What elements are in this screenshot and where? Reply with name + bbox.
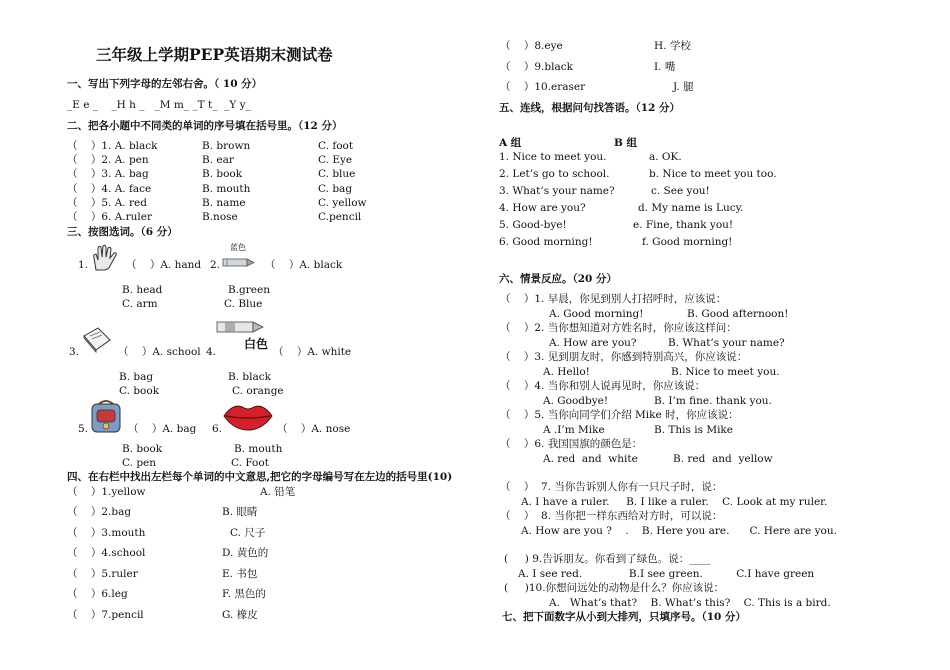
answer-b: b. Nice to meet you too. [649, 168, 777, 180]
pic-option-a: （ ）A. hand [126, 259, 202, 271]
situation-option-a: A. How are you? [549, 337, 637, 349]
match-word: （ ）5.ruler [67, 568, 138, 580]
match-word: （ ）3.mouth [67, 527, 146, 539]
situation-options: A. I see red. B.I see green. C.I have green [518, 568, 815, 580]
pic-option-a: （ ）A. nose [277, 423, 351, 435]
answer-b: e. Fine, thank you! [633, 219, 734, 231]
school-bag-icon [87, 398, 125, 434]
question-a: 1. Nice to meet you. [499, 151, 607, 163]
pic-question-number: 3. [69, 346, 80, 358]
match-word: （ ）9.black [500, 61, 573, 73]
match-word: （ ）8.eye [500, 40, 563, 52]
group-a-header: A 组 [499, 137, 522, 149]
pic-option-a: （ ）A. black [265, 259, 343, 271]
option-c: C. bag [318, 183, 353, 195]
situation-option-b: B. What’s your name? [668, 337, 785, 349]
section-6-heading: 六、情景反应。（20 分） [499, 273, 618, 285]
question-item: （ ）4. A. face [67, 183, 152, 195]
match-meaning: J. 腿 [673, 81, 694, 93]
situation-options: A. I have a ruler. B. I like a ruler. C. Look at my ruler. [521, 496, 828, 508]
option-c: C. Eye [318, 154, 353, 166]
pic-option-c: C. Foot [231, 457, 269, 469]
section-5-heading: 五、连线，根据问句找答语。（12 分） [499, 102, 681, 114]
situation-question: （ ）5. 当你向同学们介绍 Mike 时，你应该说： [500, 409, 739, 421]
pic-option-b: B.green [228, 284, 270, 296]
question-a: 2. Let’s go to school. [499, 168, 610, 180]
pic-option-c: C. orange [232, 385, 284, 397]
question-item: （ ）6. A.ruler [67, 211, 152, 223]
book-icon [80, 326, 112, 354]
situation-option-b: B. Nice to meet you. [671, 366, 780, 378]
option-c: C. foot [318, 140, 354, 152]
group-b-header: B 组 [614, 137, 638, 149]
pic-option-b: B. black [228, 371, 271, 383]
section-7-heading: 七、把下面数字从小到大排列，只填序号。（10 分） [502, 611, 747, 623]
situation-option-b: B. red and yellow [673, 453, 773, 465]
situation-question: （ ） 8. 当你把一样东西给对方时，可以说： [500, 510, 723, 522]
mouth-icon [222, 400, 274, 432]
crayon-icon [215, 316, 265, 338]
pic-option-b: B. book [122, 443, 163, 455]
pic-option-a: （ ）A. white [273, 346, 352, 358]
situation-option-b: B. I’m fine. thank you. [654, 395, 772, 407]
situation-option-a: A. Goodbye! [543, 395, 609, 407]
match-meaning: B. 眼睛 [222, 506, 258, 518]
pic-option-c: C. arm [122, 298, 158, 310]
situation-option-a: A .I’m Mike [543, 424, 605, 436]
situation-option-a: A. Good morning! [549, 308, 644, 320]
option-b: B. mouth [202, 183, 251, 195]
question-item: （ ）3. A. bag [67, 168, 149, 180]
crayon-icon [221, 254, 255, 270]
color-tag-blue: 蓝色 [230, 243, 246, 252]
situation-option-a: A. Hello! [543, 366, 590, 378]
match-meaning: A. 铅笔 [260, 486, 296, 498]
pic-question-number: 6. [212, 423, 223, 435]
pic-question-number: 5. [78, 423, 89, 435]
match-meaning: F. 黑色的 [222, 588, 266, 600]
match-word: （ ）1.yellow [67, 486, 146, 498]
option-b: B. book [202, 168, 243, 180]
question-a: 5. Good-bye! [499, 219, 567, 231]
match-word: （ ）10.eraser [500, 81, 586, 93]
pic-option-c: C. Blue [224, 298, 263, 310]
match-word: （ ）2.bag [67, 506, 132, 518]
pic-option-a: （ ）A. bag [128, 423, 197, 435]
color-tag-white: 白色 [244, 337, 269, 351]
option-b: B. name [202, 197, 246, 209]
situation-option-a: A. red and white [543, 453, 638, 465]
answer-b: a. OK. [649, 151, 682, 163]
match-meaning: I. 嘴 [654, 61, 676, 73]
situation-options: A. How are you ? . B. Here you are. C. Here are you. [521, 525, 837, 537]
answer-b: c. See you! [651, 185, 710, 197]
hand-icon [90, 244, 122, 272]
pic-question-number: 2. [210, 259, 221, 271]
pic-question-number: 1. [78, 259, 89, 271]
pic-option-b: B. head [122, 284, 163, 296]
match-meaning: E. 书包 [222, 568, 258, 580]
question-item: （ ）5. A. red [67, 197, 147, 209]
situation-question: （ ）2. 当你想知道对方姓名时，你应该这样问： [500, 322, 737, 334]
match-word: （ ）7.pencil [67, 609, 144, 621]
match-meaning: H. 学校 [654, 40, 691, 52]
situation-question: （ ）6. 我国国旗的颜色是： [500, 438, 643, 450]
answer-b: d. My name is Lucy. [638, 202, 744, 214]
match-word: （ ）6.leg [67, 588, 128, 600]
section-1-letters: _E e _ _H h _ _M m_ _T t_ _Y y_ [67, 99, 251, 111]
option-c: C. yellow [318, 197, 367, 209]
match-meaning: D. 黄色的 [222, 547, 269, 559]
pic-option-c: C. pen [122, 457, 157, 469]
situation-question: （ ）1. 早晨，你见到别人打招呼时，应该说： [500, 293, 727, 305]
situation-question: （ ）3. 见到朋友时，你感到特别高兴，你应该说： [500, 351, 748, 363]
option-c: C.pencil [318, 211, 362, 223]
option-b: B. ear [202, 154, 234, 166]
situation-question: （ ）4. 当你和别人说再见时，你应该说： [500, 380, 706, 392]
situation-question: （ ） 7. 当你告诉别人你有一只尺子时，说： [500, 481, 723, 493]
pic-option-a: （ ）A. school [118, 346, 201, 358]
pic-option-b: B. bag [119, 371, 154, 383]
pic-option-b: B. mouth [234, 443, 283, 455]
question-item: （ ）1. A. black [67, 140, 158, 152]
question-a: 4. How are you? [499, 202, 586, 214]
match-meaning: G. 橡皮 [222, 609, 258, 621]
page-title: 三年级上学期PEP英语期末测试卷 [96, 45, 333, 64]
match-word: （ ）4.school [67, 547, 146, 559]
pic-option-c: C. book [119, 385, 160, 397]
option-b: B.nose [202, 211, 238, 223]
question-a: 6. Good morning! [499, 236, 593, 248]
situation-option-b: B. Good afternoon! [687, 308, 789, 320]
section-2-heading: 二、把各小题中不同类的单词的序号填在括号里。（12 分） [67, 120, 343, 132]
match-meaning: C. 尺子 [230, 527, 266, 539]
situation-question: ( )10.你想问远处的动物是什么？你应该说： [504, 582, 725, 594]
section-4-heading: 四、在右栏中找出左栏每个单词的中文意思,把它的字母编号写在左边的括号里(10) [67, 471, 453, 483]
section-3-heading: 三、按图选词。（6 分） [67, 226, 178, 238]
situation-option-b: B. This is Mike [654, 424, 734, 436]
question-a: 3. What’s your name? [499, 185, 615, 197]
answer-b: f. Good morning! [642, 236, 733, 248]
option-b: B. brown [202, 140, 251, 152]
pic-question-number: 4. [206, 346, 217, 358]
question-item: （ ）2. A. pen [67, 154, 149, 166]
situation-question: ( ) 9.告诉朋友。你看到了绿色。说：____ [504, 553, 711, 565]
section-1-heading: 一、写出下列字母的左邻右舍。（ 10 分） [67, 78, 263, 90]
option-c: C. blue [318, 168, 356, 180]
situation-options: A. What’s that? B. What’s this? C. This is a bird. [549, 597, 831, 609]
